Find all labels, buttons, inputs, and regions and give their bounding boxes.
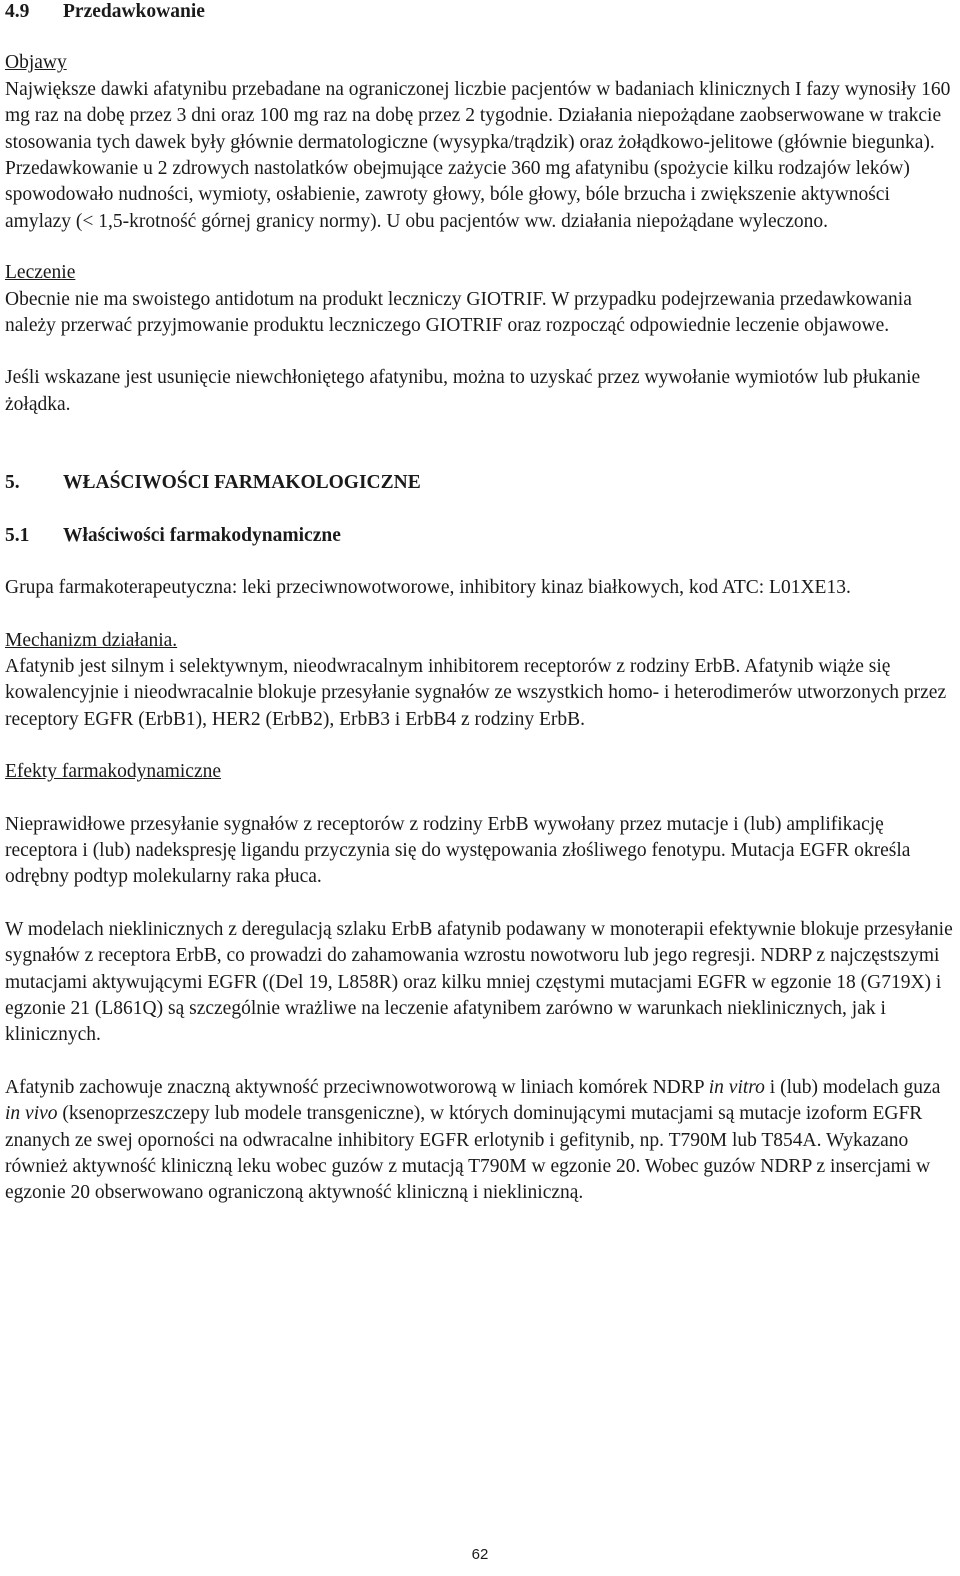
paragraph-leczenie-2: Jeśli wskazane jest usunięcie niewchłoniętego afatynibu, można to uzyskać przez wywołanie wymiotów lub płukanie żołądka. (5, 367, 921, 415)
subheading-efekty: Efekty farmakodynamiczne (5, 761, 222, 783)
text-segment: i (lub) modelach guza (769, 1076, 941, 1098)
document-page (5, 0, 955, 1207)
section-number: 5. (5, 472, 20, 494)
italic-term: in vivo (5, 1103, 58, 1125)
page-number: 62 (471, 1546, 489, 1563)
section-title: Przedawkowanie (63, 1, 205, 22)
subheading-objawy: Objawy (5, 52, 67, 74)
section-heading-5-1 (5, 523, 955, 549)
paragraph-atc-group: Grupa farmakoterapeutyczna: leki przeciwnowotworowe, inhibitory kinaz białkowych, kod ATC: L01XE13. (5, 577, 851, 599)
paragraph-efekty-1: Nieprawidłowe przesyłanie sygnałów z receptorów z rodziny ErbB wywołany przez mutacje i (lub) amplifikację receptora i (lub) nadekspresję ligandu przyczynia się do występowania złośliwego fenotypu. Mutacja EGFR określa odrębny podtyp molekularny raka płuca. (5, 813, 911, 888)
section-title: Właściwości farmakodynamiczne (63, 524, 341, 546)
section-number: 4.9 (5, 1, 30, 22)
section-number: 5.1 (5, 524, 30, 546)
subheading-leczenie: Leczenie (5, 262, 76, 284)
section-heading-4-9 (5, 0, 955, 25)
section-title: WŁAŚCIWOŚCI FARMAKOLOGICZNE (63, 472, 421, 494)
paragraph-mechanizm: Afatynib jest silnym i selektywnym, nieodwracalnym inhibitorem receptorów z rodziny ErbB. Afatynib wiąże się kowalencyjnie i nieodwracalnie blokuje przesyłanie sygnałów ze wszystkich homo- i heterodimerów utworzonych przez receptory EGFR (ErbB1), HER2 (ErbB2), ErbB3 i ErbB4 z rodziny ErbB. (5, 655, 947, 730)
paragraph-objawy: Największe dawki afatynibu przebadane na ograniczonej liczbie pacjentów w badaniach klinicznych I fazy wynosiły 160 mg raz na dobę przez 3 dni oraz 100 mg raz na dobę przez 2 tygodnie. Działania niepożądane zaobserwowane w trakcie stosowania tych dawek były głównie dermatologiczne (wysypka/trądzik) oraz żołądkowo-jelitowe (głównie biegunka). Przedawkowanie u 2 zdrowych nastolatków obejmujące zażycie 360 mg afatynibu (spożycie kilku rodzajów leków) spowodowało nudności, wymioty, osłabienie, zawroty głowy, bóle głowy, bóle brzucha i zwiększenie aktywności amylazy (< 1,5-krotność górnej granicy normy). U obu pacjentów ww. działania niepożądane wyleczono. (5, 78, 951, 232)
paragraph-efekty-2: W modelach nieklinicznych z deregulacją szlaku ErbB afatynib podawany w monoterapii efektywnie blokuje przesyłanie sygnałów z receptora ErbB, co prowadzi do zahamowania wzrostu nowotworu lub jego regresji. NDRP z najczęstszymi mutacjami aktywującymi EGFR ((Del 19, L858R) oraz kilku mniej częstymi mutacjami EGFR w egzonie 18 (G719X) i egzonie 21 (L861Q) są szczególnie wrażliwe na leczenie afatynibem zarówno w warunkach nieklinicznych, jak i klinicznych. (5, 918, 953, 1046)
italic-term: in vitro (708, 1076, 765, 1098)
section-heading-5 (5, 470, 955, 496)
paragraph-efekty-3 (5, 1075, 955, 1207)
text-segment: Afatynib zachowuje znaczną aktywność przeciwnowotworową w liniach komórek NDRP (5, 1076, 704, 1098)
text-segment: (ksenoprzeszczepy lub modele transgeniczne), w których dominującymi mutacjami są mutacje izoform EGFR znanych ze swej oporności na odwracalne inhibitory EGFR erlotynib i gefitynib, np. T790M lub T854A. Wykazano również aktywność kliniczną leku wobec guzów z mutacją T790M w egzonie 20. Wobec guzów NDRP z insercjami w egzonie 20 obserwowano ograniczoną aktywność kliniczną i niekliniczną. (5, 1103, 931, 1204)
subheading-mechanizm: Mechanizm działania. (5, 629, 178, 651)
paragraph-leczenie-1: Obecnie nie ma swoistego antidotum na produkt leczniczy GIOTRIF. W przypadku podejrzewania przedawkowania należy przerwać przyjmowanie produktu leczniczego GIOTRIF oraz rozpocząć odpowiednie leczenie objawowe. (5, 288, 912, 337)
